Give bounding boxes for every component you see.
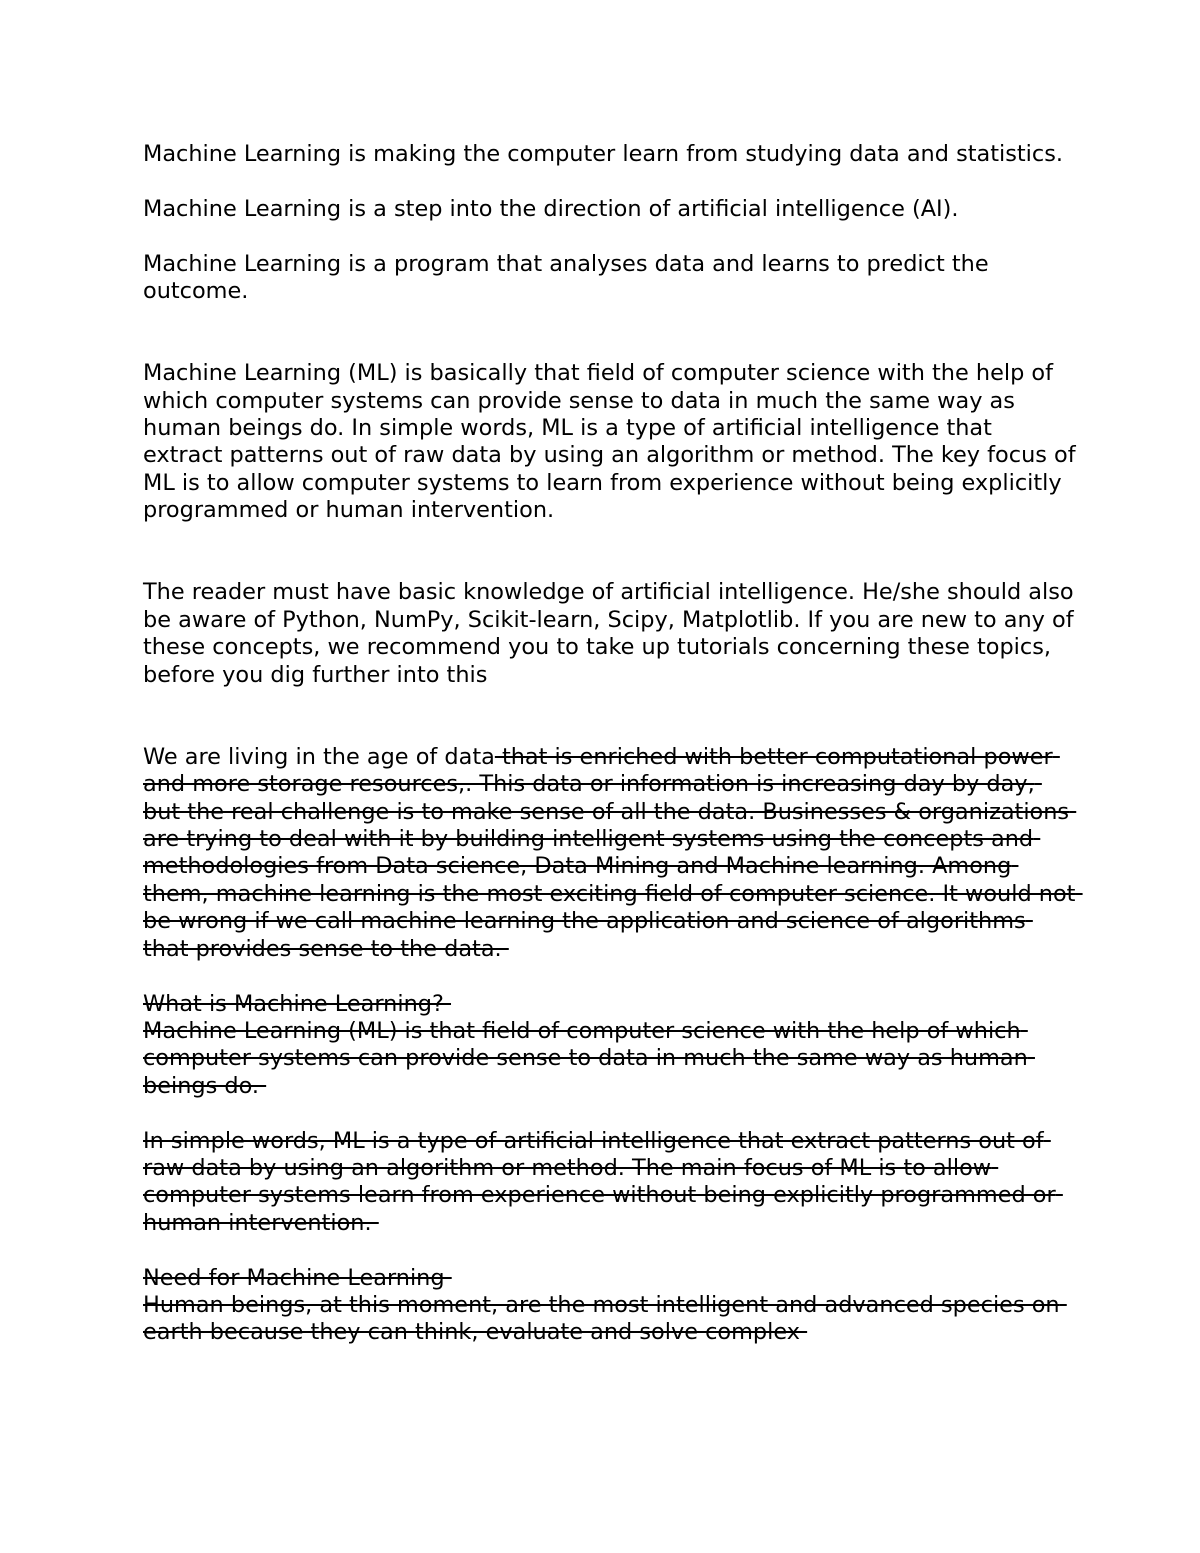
struck-text: that is enriched with better computational power and more storage resources,. This data or information is increasing day by day, but the real challenge is to make sense of all the data. Businesses & organizations are trying to deal with it by building intelligent systems using the concepts and methodologies from Data science, Data Mining and Machine learning. Among them, machine learning is the most exciting field of computer science. It would not be wrong if we call machine learning the application and science of algorithms that provides sense to the data.: [143, 743, 1083, 962]
heading-need-for-ml: Need for Machine Learning: [143, 1264, 452, 1291]
paragraph-ml-field-struck: Machine Learning (ML) is that field of computer science with the help of which computer systems can provide sense to data in much the same way as human beings do.: [143, 1017, 1035, 1099]
spacer: [143, 305, 1078, 360]
paragraph-ml-field: Machine Learning (ML) is basically that field of computer science with the help of which computer systems can provide sense to data in much the same way as human beings do. In simple words, ML is a type of artificial intelligence that extract patterns out of raw data by using an algorithm or method. The key focus of ML is to allow computer systems to learn from experience without being explicitly programmed or human intervention.: [143, 360, 1083, 524]
paragraph-simple-words-struck: In simple words, ML is a type of artificial intelligence that extract patterns out of raw data by using an algorithm or method. The main focus of ML is to allow computer systems learn from experience without being explicitly programmed or human intervention.: [143, 1127, 1063, 1236]
spacer: [143, 963, 1078, 990]
document-body: [143, 141, 1083, 1347]
spacer: [143, 1100, 1078, 1127]
spacer: [143, 525, 1078, 580]
spacer: [143, 689, 1078, 744]
paragraph-age-of-data: [143, 743, 1083, 963]
paragraph-human-beings-struck: Human beings, at this moment, are the most intelligent and advanced species on earth because they can think, evaluate and solve complex: [143, 1291, 1067, 1346]
spacer: [143, 168, 1078, 195]
paragraph-ml-definition: Machine Learning is making the computer learn from studying data and statistics.: [143, 141, 1063, 167]
spacer: [143, 1237, 1078, 1264]
spacer: [143, 223, 1078, 250]
plain-text: We are living in the age of data: [143, 743, 495, 770]
paragraph-prerequisites: The reader must have basic knowledge of artificial intelligence. He/she should also be aware of Python, NumPy, Scikit-learn, Scipy, Matplotlib. If you are new to any of these concepts, we recommend you to take up tutorials concerning these topics, before you dig further into this: [143, 579, 1081, 688]
paragraph-ml-program: Machine Learning is a program that analyses data and learns to predict the outcome.: [143, 250, 996, 304]
paragraph-ml-ai-step: Machine Learning is a step into the direction of artificial intelligence (AI).: [143, 195, 959, 222]
heading-what-is-ml: What is Machine Learning?: [143, 990, 452, 1017]
